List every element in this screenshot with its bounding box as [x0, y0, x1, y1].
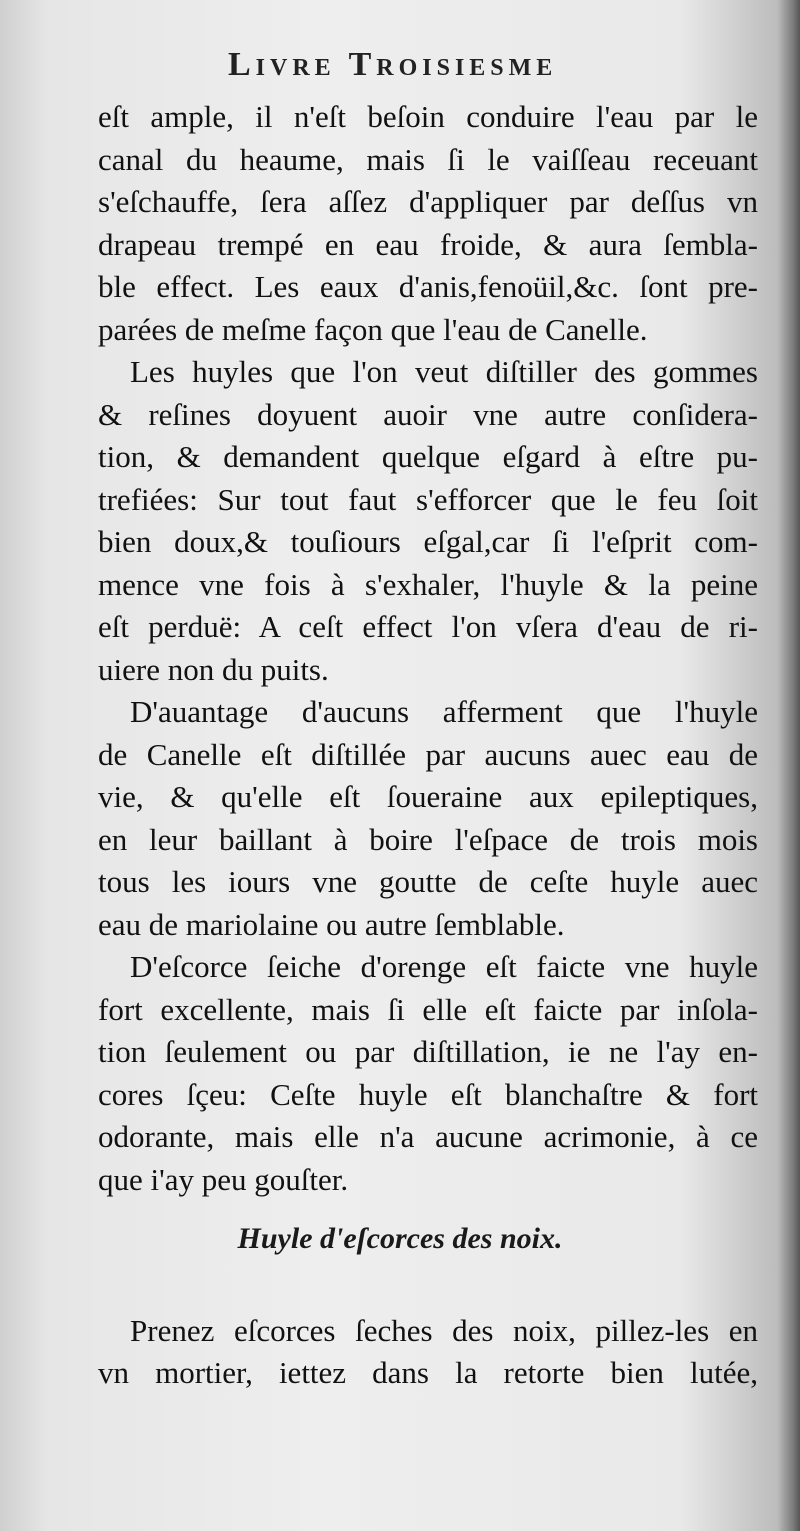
- text-line: D'auantage d'aucuns afferment que l'huyle: [130, 694, 758, 729]
- text-line: mence vne fois à s'exhaler, l'huyle & la peine: [98, 566, 758, 602]
- text-line: Les huyles que l'on veut diſtiller des gommes: [130, 354, 758, 389]
- text-line: tous les iours vne goutte de ceſte huyle auec: [98, 864, 758, 899]
- running-title: Livre Troisiesme: [228, 46, 558, 83]
- text-line: trefiées: Sur tout faut s'efforcer que le feu ſoit: [98, 481, 758, 517]
- text-line: s'eſchauffe, ſera aſſez d'appliquer par deſſus vn: [98, 184, 758, 219]
- paragraph: [98, 96, 758, 351]
- text-line: canal du heaume, mais ſi le vaiſſeau receuant: [98, 141, 758, 177]
- body-text: [98, 96, 758, 1201]
- text-line: tion, & demandent quelque eſgard à eſtre pu-: [98, 439, 758, 474]
- text-line: uiere non du puits.: [98, 651, 329, 687]
- text-line: parées de meſme façon que l'eau de Canelle.: [98, 311, 648, 347]
- text-line: drapeau trempé en eau froide, & aura ſembla-: [98, 226, 758, 262]
- paragraph: [98, 691, 758, 946]
- text-line: D'eſcorce ſeiche d'orenge eſt faicte vne huyle: [130, 949, 758, 984]
- text-line: vie, & qu'elle eſt ſoueraine aux epileptiques,: [98, 779, 758, 814]
- text-line: bien doux,& touſiours eſgal,car ſi l'eſprit com-: [98, 524, 758, 559]
- text-line: cores ſçeu: Ceſte huyle eſt blanchaſtre & fort: [98, 1076, 758, 1112]
- paragraph: [98, 351, 758, 691]
- text-line: eau de mariolaine ou autre ſemblable.: [98, 906, 565, 942]
- section-heading: Huyle d'eſcorces des noix.: [237, 1222, 563, 1255]
- text-line: tion ſeulement ou par diſtillation, ie ne l'ay en-: [98, 1034, 758, 1069]
- page-gutter-shadow: [778, 0, 800, 1531]
- text-line: que i'ay peu gouſter.: [98, 1161, 349, 1197]
- text-line: de Canelle eſt diſtillée par aucuns auec eau de: [98, 736, 758, 772]
- text-line: eſt perduë: A ceſt effect l'on vſera d'eau de ri-: [98, 609, 758, 644]
- paragraph: [98, 946, 758, 1201]
- final-paragraph: [98, 1310, 758, 1394]
- text-line: & reſines doyuent auoir vne autre conſidera-: [98, 396, 758, 432]
- text-line: ble effect. Les eaux d'anis,fenoüil,&c. ſont pre-: [98, 269, 758, 304]
- text-line: fort excellente, mais ſi elle eſt faicte par inſola-: [98, 991, 758, 1027]
- text-line: vn mortier, iettez dans la retorte bien lutée,: [98, 1355, 758, 1390]
- text-line: eſt ample, il n'eſt beſoin conduire l'eau par le: [98, 99, 758, 134]
- text-line: en leur baillant à boire l'eſpace de trois mois: [98, 821, 758, 857]
- text-line: odorante, mais elle n'a aucune acrimonie, à ce: [98, 1119, 758, 1154]
- text-line: Prenez eſcorces ſeches des noix, pillez-les en: [130, 1313, 758, 1348]
